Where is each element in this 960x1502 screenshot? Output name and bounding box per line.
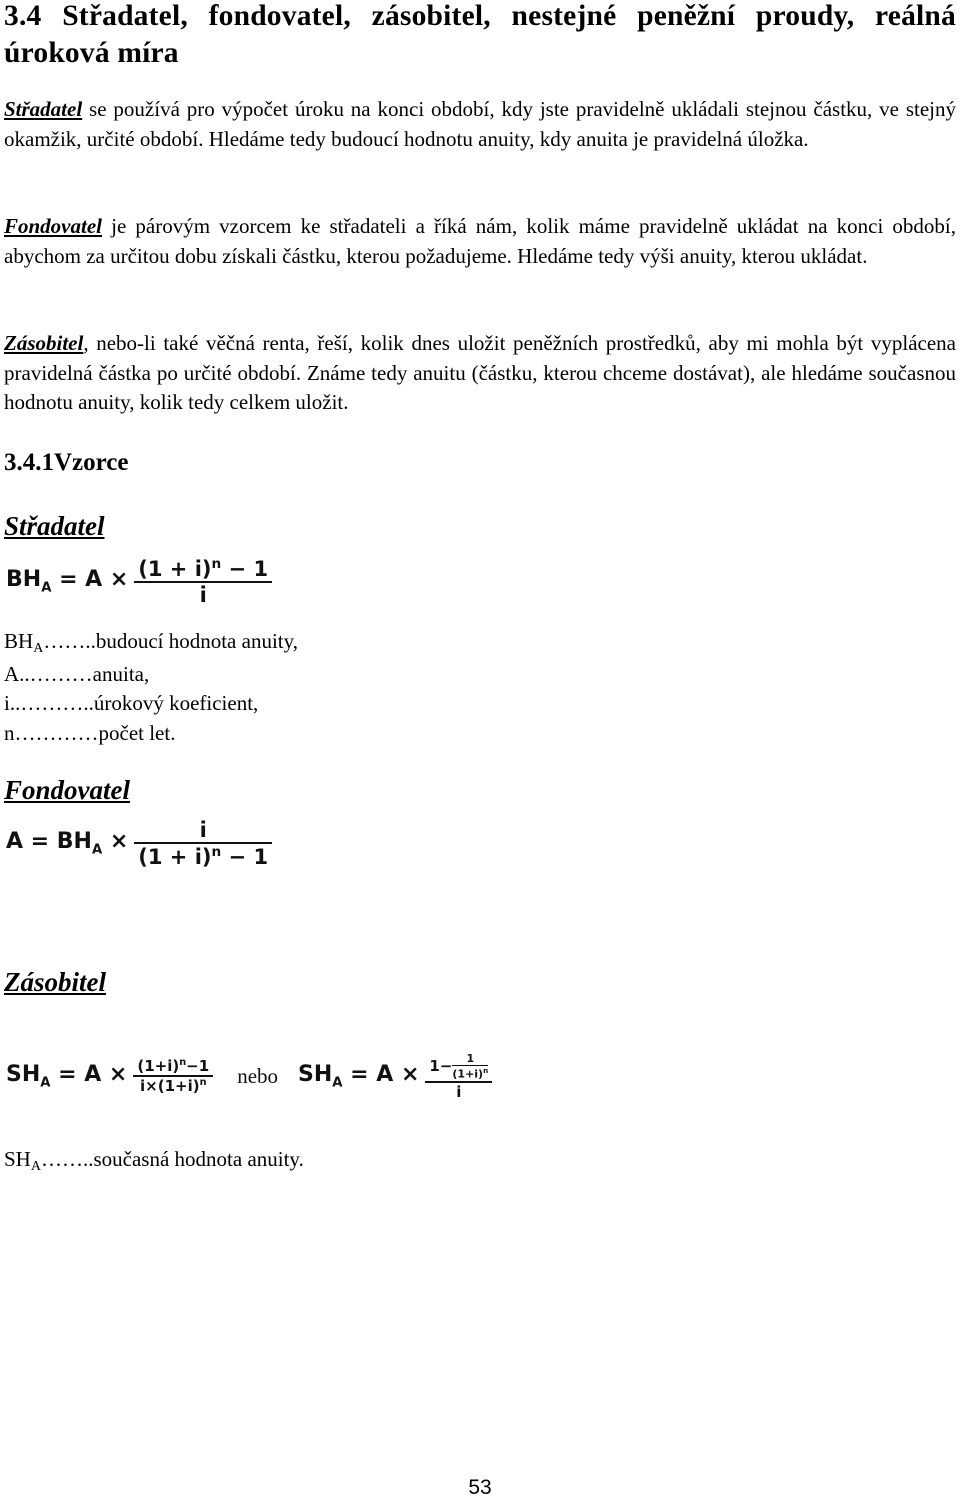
section-title-fondovatel: Fondovatel [4, 775, 130, 805]
subsection-title: 3.4.1Vzorce [4, 449, 129, 476]
section-title-zasobitel: Zásobitel [4, 967, 106, 997]
definition-bh: BHA……..budoucí hodnota anuity, [4, 629, 298, 656]
term-fondovatel: Fondovatel [4, 214, 102, 238]
formula-zasobitel: $SH_A = A$ × $\frac{(1+i)^n-1}{i\times(1+i)^n}$ nebo $SH_A = A$ × 1− $\frac{1}{(1+i)^n}$ i [6, 1052, 492, 1101]
formula-connector-nebo: nebo [237, 1063, 279, 1088]
paragraph-fondovatel-text: je párovým vzorcem ke střadateli a říká nám, kolik máme pravidelně ukládat na konci období, abychom za určitou dobu získali částku, kterou požadujeme. Hledáme tedy výši anuity, kterou ukládat. [4, 214, 956, 268]
definition-n: n…………počet let. [4, 720, 176, 745]
paragraph-zasobitel-text: , nebo-li také věčná renta, řeší, kolik dnes uložit peněžních prostředků, aby mi mohla být vyplácena pravidelná částka po určité období. Známe tedy anuitu (částku, kterou chceme dostávat), ale hledáme současnou hodnotu anuity, kolik tedy celkem uložit. [4, 331, 956, 414]
paragraph-zasobitel [4, 329, 956, 418]
formula-fondovatel: $A = BH_A$ × $\frac{i}{(1 + i)^n - 1}$ [6, 818, 272, 869]
definitions-zasobitel [4, 1145, 304, 1178]
term-zasobitel: Zásobitel [4, 331, 84, 355]
definition-a: A..………anuita, [4, 661, 150, 686]
page-number: 53 [468, 1476, 492, 1499]
section-title-stradatel: Střadatel [4, 511, 105, 541]
paragraph-stradatel-text: se používá pro výpočet úroku na konci období, kdy jste pravidelně ukládali stejnou částku, ve stejný okamžik, určité období. Hledáme tedy budoucí hodnotu anuity, kdy anuita je pravidelná úložka. [4, 97, 956, 151]
formula-zasobitel-fraction-1: $\frac{(1+i)^n-1}{i\times(1+i)^n}$ [133, 1057, 213, 1095]
definitions-stradatel [4, 627, 298, 748]
definition-i: i..………..úrokový koeficient, [4, 691, 259, 715]
paragraph-stradatel [4, 95, 956, 154]
term-stradatel: Střadatel [4, 97, 83, 121]
definition-sh: SHA……..současná hodnota anuity. [4, 1147, 304, 1174]
formula-zasobitel-fraction-2: 1− $\frac{1}{(1+i)^n}$ i [425, 1052, 492, 1101]
formula-stradatel: $BH_A = A$ × $\frac{(1 + i)^n - 1}{i}$ [6, 556, 272, 607]
chapter-heading: 3.4 Střadatel, fondovatel, zásobitel, nestejné peněžní proudy, reálná úroková míra [4, 0, 956, 69]
paragraph-fondovatel [4, 212, 956, 271]
